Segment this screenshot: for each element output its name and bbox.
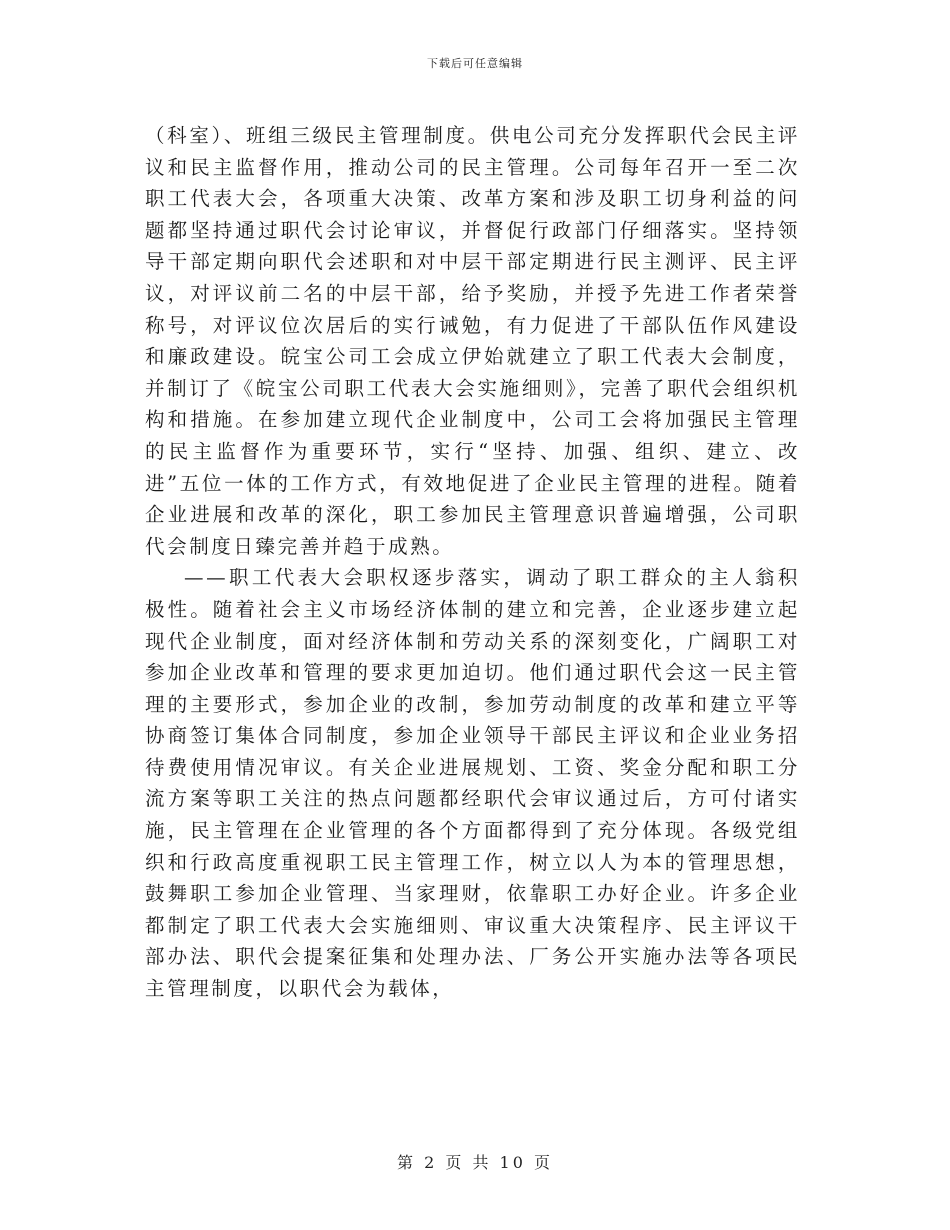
body-paragraph-2: ——职工代表大会职权逐步落实，调动了职工群众的主人翁积极性。随着社会主义市场经济体制的建立和完善，企业逐步建立起现代企业制度，面对经济体制和劳动关系的深刻变化，广阔职工对参加企业改革和管理的要求更加迫切。他们通过职代会这一民主管理的主要形式，参加企业的改制，参加劳动制度的改革和建立平等协商签订集体合同制度，参加企业领导干部民主评议和企业业务招待费使用情况审议。有关企业进展规划、工资、奖金分配和职工分流方案等职工关注的热点问题都经职代会审议通过后，方可付诸实施，民主管理在企业管理的各个方面都得到了充分体现。各级党组织和行政高度重视职工民主管理工作，树立以人为本的管理思想，鼓舞职工参加企业管理、当家理财，依靠职工办好企业。许多企业都制定了职工代表大会实施细则、审议重大决策程序、民主评议干部办法、职代会提案征集和处理办法、厂务公开实施办法等各项民主管理制度，以职代会为载体， bbox=[145, 566, 800, 1001]
page-header-note: 下载后可任意编辑 bbox=[427, 57, 523, 70]
page-number: 第 2 页 共 10 页 bbox=[397, 1153, 553, 1172]
document-body bbox=[145, 120, 800, 1005]
body-paragraph-1: （科室）、班组三级民主管理制度。供电公司充分发挥职代会民主评议和民主监督作用，推动公司的民主管理。公司每年召开一至二次职工代表大会，各项重大决策、改革方案和涉及职工切身利益的问题都坚持通过职代会讨论审议，并督促行政部门仔细落实。坚持领导干部定期向职代会述职和对中层干部定期进行民主测评、民主评议，对评议前二名的中层干部，给予奖励，并授予先进工作者荣誉称号，对评议位次居后的实行诫勉，有力促进了干部队伍作风建设和廉政建设。皖宝公司工会成立伊始就建立了职工代表大会制度，并制订了《皖宝公司职工代表大会实施细则》，完善了职代会组织机构和措施。在参加建立现代企业制度中，公司工会将加强民主管理的民主监督作为重要环节，实行“坚持、加强、组织、建立、改进”五位一体的工作方式，有效地促进了企业民主管理的进程。随着企业进展和改革的深化，职工参加民主管理意识普遍增强，公司职代会制度日臻完善并趋于成熟。 bbox=[145, 124, 800, 558]
